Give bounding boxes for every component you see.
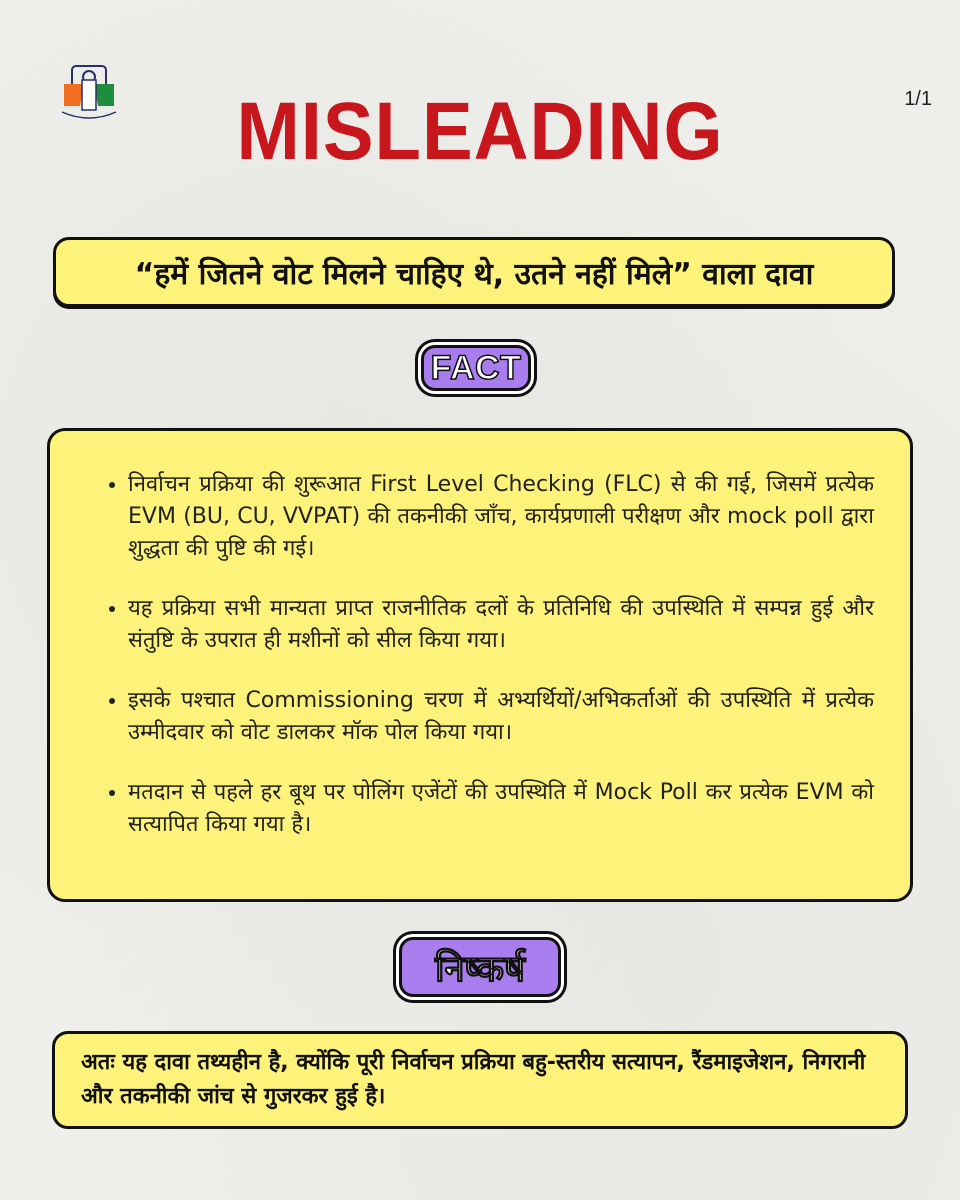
conclusion-badge-label: निष्कर्ष [435, 948, 525, 990]
conclusion-text: अतः यह दावा तथ्यहीन है, क्योंकि पूरी निर्वाचन प्रक्रिया बहु-स्तरीय सत्यापन, रैंडमाइजेशन, निगरानी और तकनीकी जांच से गुजरकर हुई है। [81, 1050, 866, 1109]
fact-item: • मतदान से पहले हर बूथ पर पोलिंग एजेंटों की उपस्थिति में Mock Poll कर प्रत्येक EVM को सत्यापित किया गया है। [128, 777, 874, 841]
fact-item: • निर्वाचन प्रक्रिया की शुरूआत First Level Checking (FLC) से की गई, जिसमें प्रत्येक EVM (BU, CU, VVPAT) की तकनीकी जाँच, कार्यप्रणाली परीक्षण और mock poll द्वारा शुद्धता की पुष्टि की गई। [128, 469, 874, 565]
fact-item: • यह प्रक्रिया सभी मान्यता प्राप्त राजनीतिक दलों के प्रतिनिधि की उपस्थिति में सम्पन्न हुई और संतुष्टि के उपरात ही मशीनों को सील किया गया। [128, 593, 874, 657]
verdict-title: MISLEADING [236, 85, 724, 178]
claim-text: “हमें जितने वोट मिलने चाहिए थे, उतने नहीं मिले” वाला दावा [134, 256, 814, 292]
fact-box [47, 428, 913, 902]
fact-list [102, 469, 874, 841]
claim-box [53, 237, 895, 307]
fact-badge-label: FACT [430, 348, 522, 387]
conclusion-box [52, 1031, 908, 1129]
fact-item: • इसके पश्चात Commissioning चरण में अभ्यर्थियों/अभिकर्ताओं की उपस्थिति में प्रत्येक उम्मीदवार को वोट डालकर मॉक पोल किया गया। [128, 685, 874, 749]
conclusion-badge [399, 937, 561, 997]
fact-badge [421, 345, 531, 391]
page-number: 1/1 [904, 88, 932, 110]
